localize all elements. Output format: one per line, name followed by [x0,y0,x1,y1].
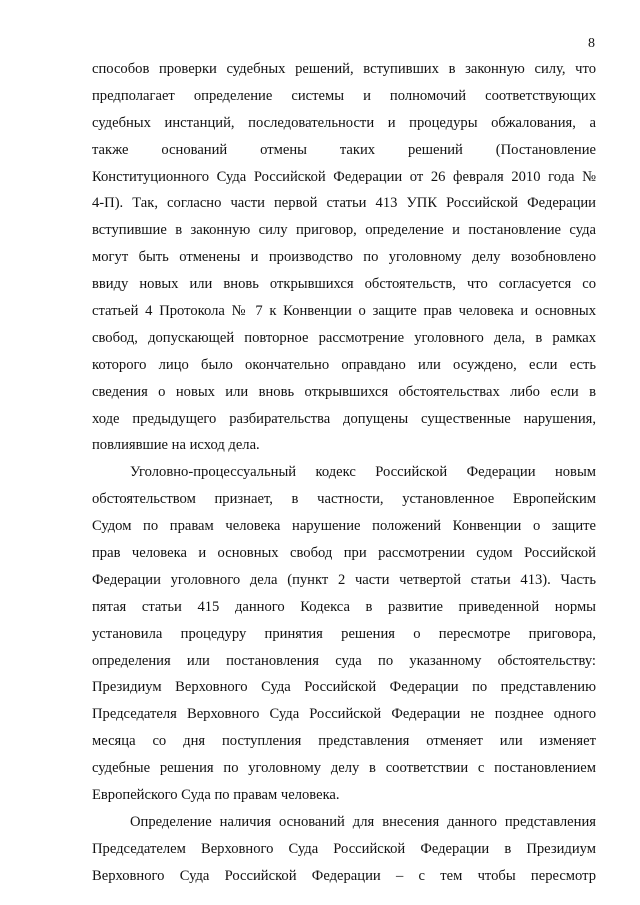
text-line: вступившие в законную силу приговор, определение и постановление суда [92,222,596,239]
text-line: ходе предыдущего разбирательства допущены существенные нарушения, [92,410,596,427]
text-line: Председателем Верховного Суда Российской Федерации в Президиум [92,840,596,857]
paragraph [92,56,596,459]
text-line: которого лицо было окончательно оправдано или осуждено, если есть [92,356,596,373]
text-line: судебные решения по уголовному делу в соответствии с постановлением [92,760,596,777]
paragraph [92,809,596,890]
text-line: способов проверки судебных решений, вступивших в законную силу, что [92,61,596,77]
text-line: Председателя Верховного Суда Российской Федерации не позднее одного [92,706,596,723]
text-line: ввиду новых или вновь открывшихся обстоятельств, что согласуется со [92,276,596,293]
text-line: пятая статьи 415 данного Кодекса в развитие приведенной нормы [92,598,596,615]
page-number: 8 [588,36,595,51]
text-line: Судом по правам человека нарушение положений Конвенции о защите [92,518,596,535]
text-line: статьей 4 Протокола № 7 к Конвенции о защите прав человека и основных [92,303,596,320]
text-line: определения или постановления суда по указанному обстоятельству: [92,652,596,669]
text-line: Европейского Суда по правам человека. [92,787,340,804]
text-line: установила процедуру принятия решения о пересмотре приговора, [92,625,596,642]
text-line: Верховного Суда Российской Федерации – с тем чтобы пересмотр [92,867,596,884]
text-line: Федерации уголовного дела (пункт 2 части четвертой статьи 413). Часть [92,571,596,588]
text-line: также оснований отмены таких решений (Постановление [92,141,596,158]
text-line: Конституционного Суда Российской Федерации от 26 февраля 2010 года № [92,168,596,185]
text-line: Уголовно-процессуальный кодекс Российской Федерации новым [130,464,596,481]
text-line: Президиум Верховного Суда Российской Федерации по представлению [92,679,596,696]
document-body [92,56,596,890]
text-line: сведения о новых или вновь открывшихся обстоятельствах либо если в [92,383,596,400]
text-line: могут быть отменены и производство по уголовному делу возобновлено [92,249,596,266]
text-line: свобод, допускающей повторное рассмотрение уголовного дела, в рамках [92,329,596,346]
paragraph [92,459,596,809]
text-line: месяца со дня поступления представления отменяет или изменяет [92,733,596,750]
text-line: 4-П). Так, согласно части первой статьи 413 УПК Российской Федерации [92,195,596,212]
text-line: Определение наличия оснований для внесения данного представления [130,813,596,830]
text-line: обстоятельством признает, в частности, установленное Европейским [92,491,596,508]
text-line: судебных инстанций, последовательности и процедуры обжалования, а [92,114,596,131]
text-line: прав человека и основных свобод при рассмотрении судом Российской [92,545,596,562]
text-line: повлиявшие на исход дела. [92,437,260,454]
text-line: предполагает определение системы и полномочий соответствующих [92,87,596,104]
